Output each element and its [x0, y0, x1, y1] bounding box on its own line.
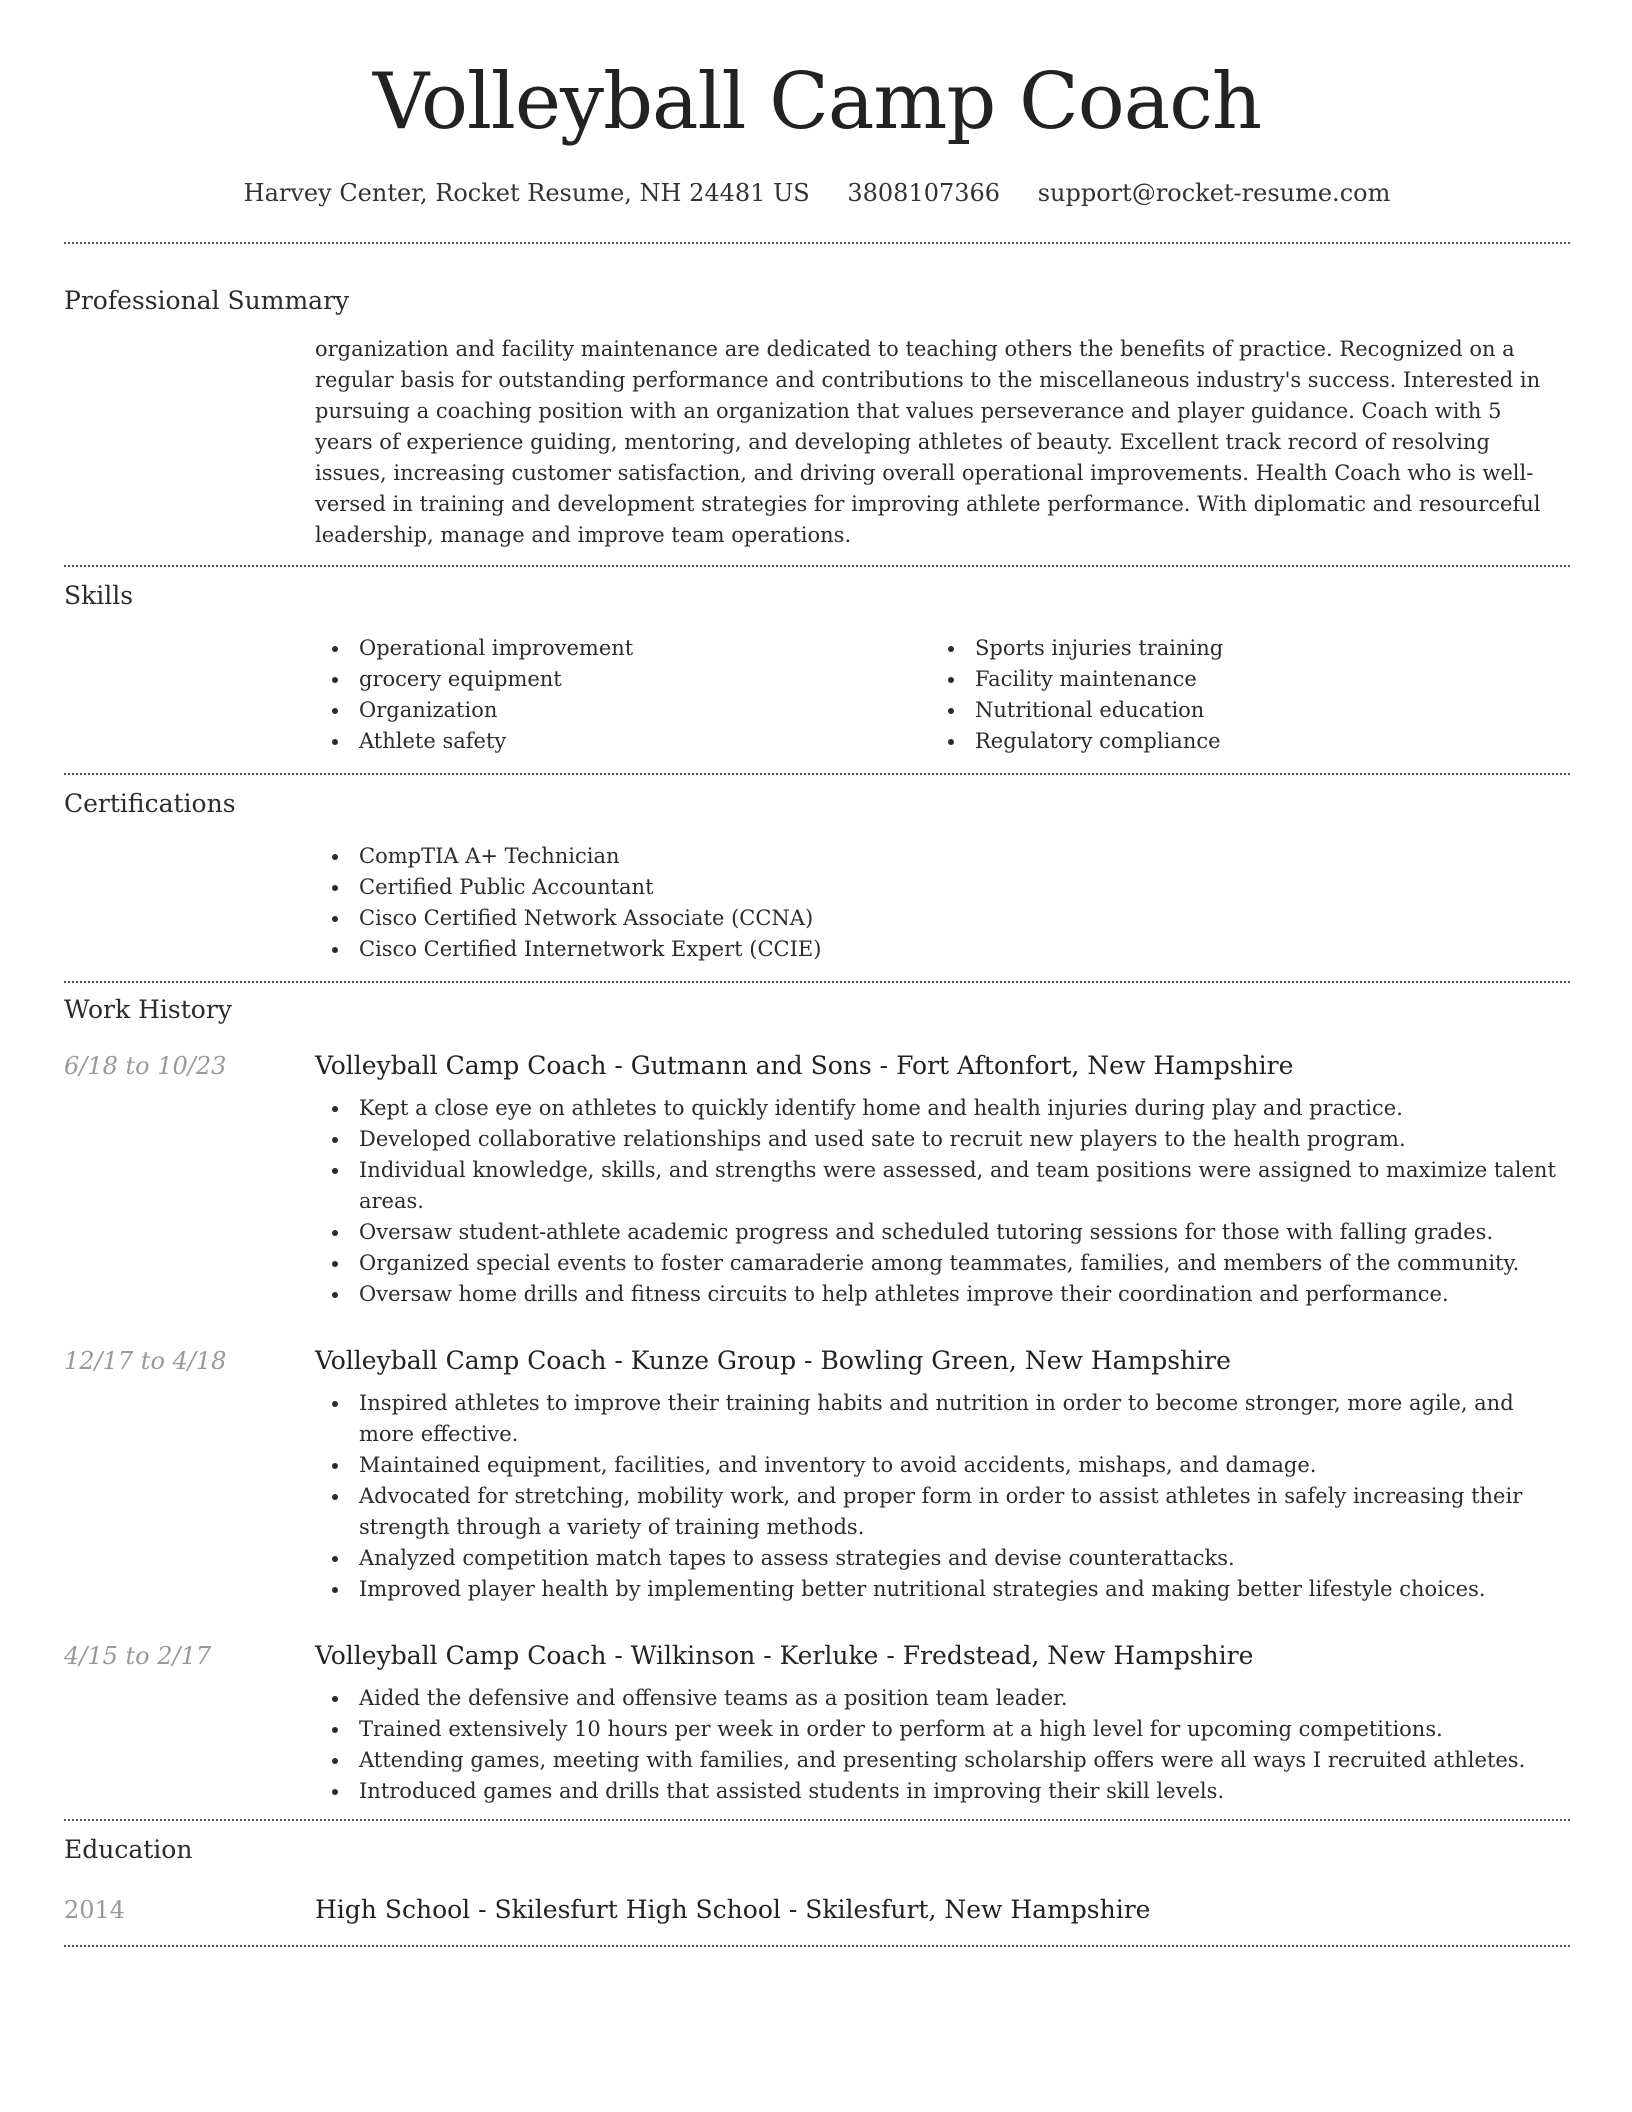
job-bullet: Individual knowledge, skills, and strengths were assessed, and team positions were assigned to maximize talent areas.: [315, 1155, 1570, 1217]
skills-section: [64, 579, 1570, 757]
work-history-heading: Work History: [64, 995, 232, 1024]
education-heading-line: High School - Skilesfurt High School - Skilesfurt, New Hampshire: [315, 1895, 1151, 1924]
skill-item: Sports injuries training: [931, 633, 1547, 664]
job-bullet: Developed collaborative relationships and used sate to recruit new players to the health program.: [315, 1124, 1570, 1155]
skill-item: Regulatory compliance: [931, 726, 1547, 757]
contact-line: [64, 176, 1570, 210]
job-bullet: Trained extensively 10 hours per week in order to perform at a high level for upcoming competitions.: [315, 1714, 1570, 1745]
job-bullet: Improved player health by implementing better nutritional strategies and making better lifestyle choices.: [315, 1574, 1570, 1605]
job-bullets: [315, 1093, 1570, 1310]
job-bullet: Oversaw home drills and fitness circuits to help athletes improve their coordination and performance.: [315, 1279, 1570, 1310]
certifications-list: [315, 841, 1570, 965]
contact-phone: 3808107366: [847, 179, 1001, 207]
resume-title: Volleyball Camp Coach: [372, 57, 1262, 147]
skill-item: Facility maintenance: [931, 664, 1547, 695]
certification-item: Cisco Certified Internetwork Expert (CCIE): [315, 934, 1570, 965]
skills-column-left: [315, 633, 931, 757]
job-bullet: Analyzed competition match tapes to assess strategies and devise counterattacks.: [315, 1543, 1570, 1574]
job-dates: 4/15 to 2/17: [64, 1642, 212, 1670]
certifications-section: [64, 787, 1570, 965]
resume-page: [64, 0, 1570, 1947]
certification-item: Certified Public Accountant: [315, 872, 1570, 903]
job-heading: Volleyball Camp Coach - Gutmann and Sons - Fort Aftonfort, New Hampshire: [315, 1051, 1294, 1080]
job-bullet: Kept a close eye on athletes to quickly identify home and health injuries during play and practice.: [315, 1093, 1570, 1124]
education-section: [64, 1833, 1570, 1927]
divider: [64, 242, 1570, 244]
divider: [64, 981, 1570, 983]
job-heading: Volleyball Camp Coach - Wilkinson - Kerluke - Fredstead, New Hampshire: [315, 1641, 1254, 1670]
summary-section: [64, 284, 1570, 551]
job-bullet: Advocated for stretching, mobility work, and proper form in order to assist athletes in safely increasing their strength through a variety of training methods.: [315, 1481, 1570, 1543]
skill-item: Organization: [315, 695, 931, 726]
divider: [64, 1945, 1570, 1947]
job-bullet: Inspired athletes to improve their training habits and nutrition in order to become stronger, more agile, and more effective.: [315, 1388, 1570, 1450]
certifications-heading: Certifications: [64, 789, 236, 818]
certification-item: CompTIA A+ Technician: [315, 841, 1570, 872]
job-bullets: [315, 1683, 1570, 1807]
summary-heading: Professional Summary: [64, 286, 350, 315]
skills-heading: Skills: [64, 581, 134, 610]
job-entry: [64, 1049, 1570, 1310]
skill-item: Nutritional education: [931, 695, 1547, 726]
job-entry: [64, 1344, 1570, 1605]
skill-item: grocery equipment: [315, 664, 931, 695]
job-heading: Volleyball Camp Coach - Kunze Group - Bowling Green, New Hampshire: [315, 1346, 1231, 1375]
education-entry: [64, 1893, 1570, 1927]
summary-text: organization and facility maintenance are dedicated to teaching others the benefits of practice. Recognized on a regular basis for outstanding performance and contributions to the miscellaneous industry's success. Interested in pursuing a coaching position with an organization that values perseverance and player guidance. Coach with 5 years of experience guiding, mentoring, and developing athletes of beauty. Excellent track record of resolving issues, increasing customer satisfaction, and driving overall operational improvements. Health Coach who is well-versed in training and development strategies for improving athlete performance. With diplomatic and resourceful leadership, manage and improve team operations.: [315, 337, 1541, 547]
job-bullet: Maintained equipment, facilities, and inventory to avoid accidents, mishaps, and damage.: [315, 1450, 1570, 1481]
work-history-section: [64, 993, 1570, 1807]
divider: [64, 565, 1570, 567]
job-bullet: Organized special events to foster camaraderie among teammates, families, and members of the community.: [315, 1248, 1570, 1279]
education-heading: Education: [64, 1835, 193, 1864]
divider: [64, 1819, 1570, 1821]
job-bullet: Attending games, meeting with families, and presenting scholarship offers were all ways I recruited athletes.: [315, 1745, 1570, 1776]
contact-email: support@rocket-resume.com: [1037, 179, 1391, 207]
skill-item: Athlete safety: [315, 726, 931, 757]
job-dates: 6/18 to 10/23: [64, 1052, 227, 1080]
job-bullet: Aided the defensive and offensive teams as a position team leader.: [315, 1683, 1570, 1714]
certification-item: Cisco Certified Network Associate (CCNA): [315, 903, 1570, 934]
job-bullet: Oversaw student-athlete academic progress and scheduled tutoring sessions for those with falling grades.: [315, 1217, 1570, 1248]
skills-list: [315, 633, 1570, 757]
divider: [64, 773, 1570, 775]
job-dates: 12/17 to 4/18: [64, 1347, 227, 1375]
skill-item: Operational improvement: [315, 633, 931, 664]
job-entry: [64, 1639, 1570, 1807]
skills-column-right: [931, 633, 1547, 757]
contact-address: Harvey Center, Rocket Resume, NH 24481 US: [243, 179, 810, 207]
education-year: 2014: [64, 1896, 126, 1924]
job-bullets: [315, 1388, 1570, 1605]
job-bullet: Introduced games and drills that assisted students in improving their skill levels.: [315, 1776, 1570, 1807]
